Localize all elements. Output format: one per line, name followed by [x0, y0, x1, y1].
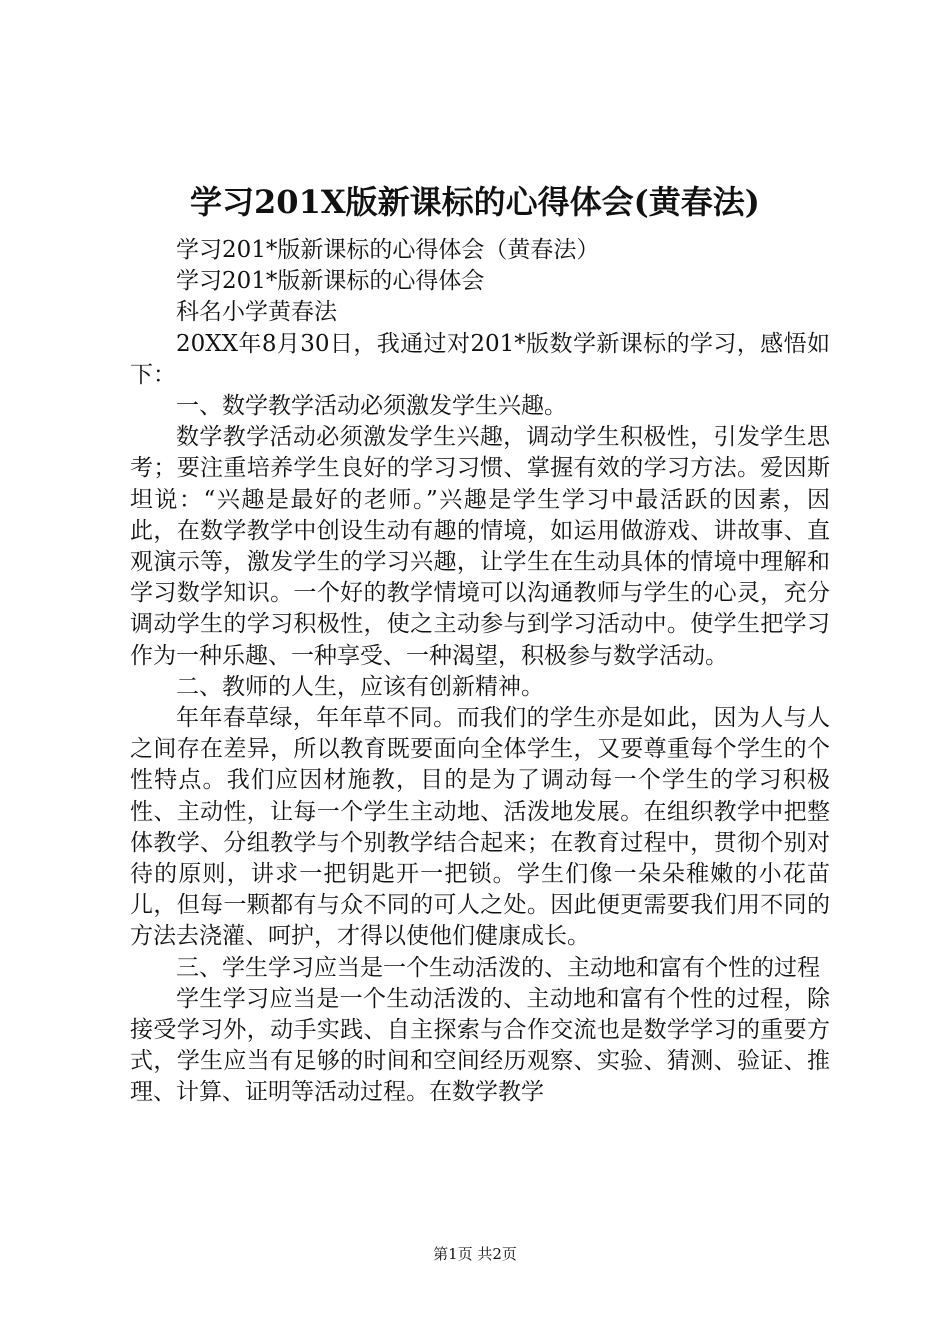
- section-heading-3: 三、学生学习应当是一个生动活泼的、主动地和富有个性的过程: [176, 954, 820, 981]
- paragraph-author: 科名小学黄春法: [176, 299, 337, 326]
- page-footer: 第1页 共2页: [433, 1245, 517, 1263]
- paragraph-subtitle-2: 学习201*版新课标的心得体会: [176, 268, 485, 295]
- document-body: [130, 235, 830, 1109]
- section-heading-2: 二、教师的人生，应该有创新精神。: [176, 673, 544, 700]
- paragraph-section-1: 数学教学活动必须激发学生兴趣，调动学生积极性，引发学生思考；要注重培养学生良好的学习习惯、掌握有效的学习方法。爱因斯坦说：“兴趣是最好的老师。”兴趣是学生学习中最活跃的因素，因此，在数学教学中创设生动有趣的情境，如运用做游戏、讲故事、直观演示等，激发学生的学习兴趣，让学生在生动具体的情境中理解和学习数学知识。一个好的教学情境可以沟通教师与学生的心灵，充分调动学生的学习积极性，使之主动参与到学习活动中。使学生把学习作为一种乐趣、一种享受、一种渴望，积极参与数学活动。: [130, 424, 830, 669]
- section-heading-1: 一、数学教学活动必须激发学生兴趣。: [176, 393, 567, 420]
- document-title: 学习201X版新课标的心得体会(黄春法): [190, 183, 760, 221]
- paragraph-section-3: 学生学习应当是一个生动活泼的、主动地和富有个性的过程，除接受学习外，动手实践、自主探索与合作交流也是数学学习的重要方式，学生应当有足够的时间和空间经历观察、实验、猜测、验证、推理、计算、证明等活动过程。在数学教学: [130, 985, 830, 1106]
- paragraph-section-2: 年年春草绿，年年草不同。而我们的学生亦是如此，因为人与人之间存在差异，所以教育既要面向全体学生，又要尊重每个学生的个性特点。我们应因材施教，目的是为了调动每一个学生的学习积极性、主动性，让每一个学生主动地、活泼地发展。在组织教学中把整体教学、分组教学与个别教学结合起来；在教育过程中，贯彻个别对待的原则，讲求一把钥匙开一把锁。学生们像一朵朵稚嫩的小花苗儿，但每一颗都有与众不同的可人之处。因此便更需要我们用不同的方法去浇灌、呵护，才得以使他们健康成长。: [130, 705, 830, 950]
- paragraph-intro: 20XX年8月30日，我通过对201*版数学新课标的学习，感悟如下：: [130, 330, 830, 388]
- paragraph-subtitle-1: 学习201*版新课标的心得体会（黄春法）: [176, 237, 600, 263]
